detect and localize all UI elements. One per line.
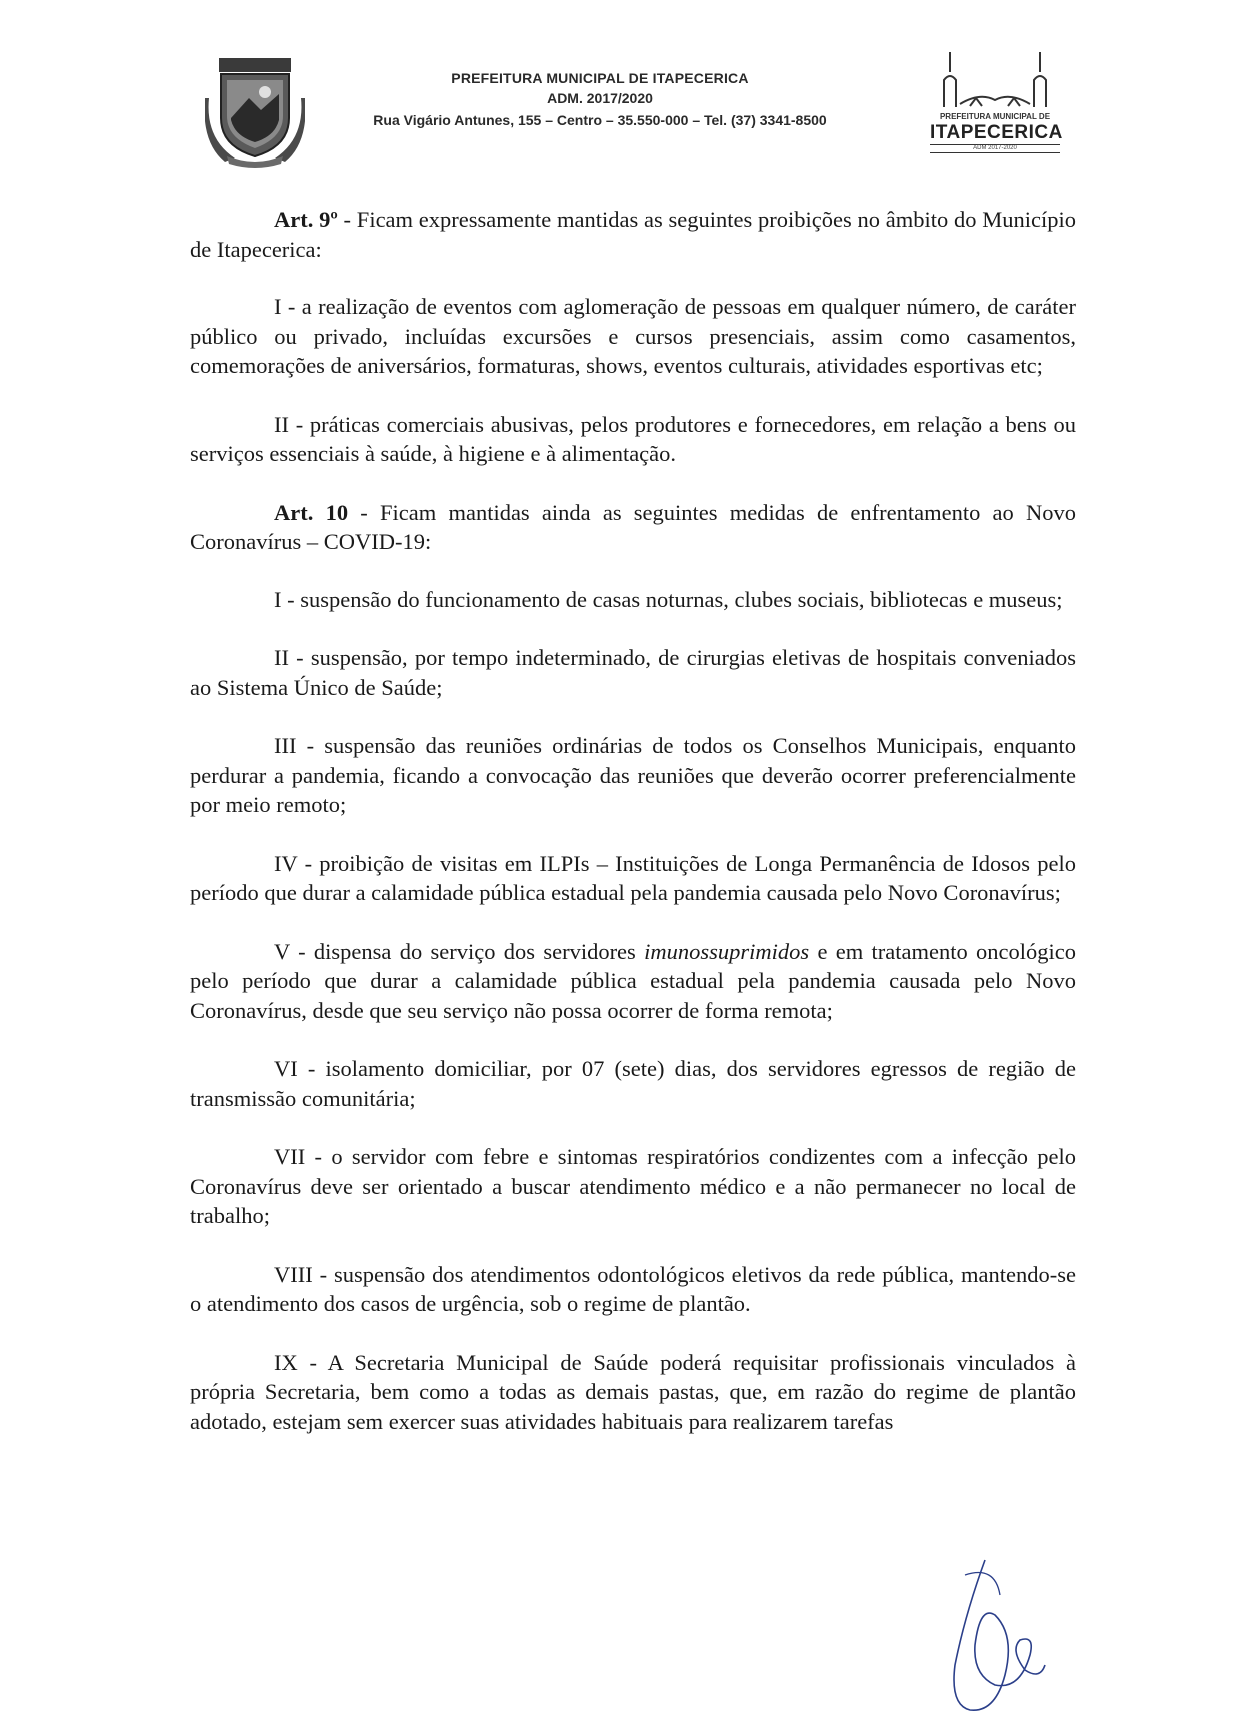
article-10-item-1: I - suspensão do funcionamento de casas noturnas, clubes sociais, bibliotecas e museus; xyxy=(274,586,1063,612)
letterhead-administration: ADM. 2017/2020 xyxy=(547,90,653,106)
side-logo-adm: ADM 2017-2020 xyxy=(930,144,1060,153)
side-logo-caption: PREFEITURA MUNICIPAL DE xyxy=(939,112,1051,121)
article-10-heading xyxy=(190,498,1076,557)
item-5-italic: imunossuprimidos xyxy=(644,938,810,964)
side-logo-name: ITAPECERICA xyxy=(930,122,1063,143)
article-10-item-5 xyxy=(190,937,1076,1026)
article-10-item-3: III - suspensão das reuniões ordinárias de todos os Conselhos Municipais, enquanto perdurar a pandemia, ficando a convocação das reuniões que deverão ocorrer preferencialmente por meio remoto; xyxy=(190,733,1076,817)
handwritten-signature xyxy=(925,1555,1055,1715)
document-body xyxy=(190,205,1076,1436)
article-10-item-2: II - suspensão, por tempo indeterminado, de cirurgias eletivas de hospitais conveniados ao Sistema Único de Saúde; xyxy=(190,645,1076,700)
item-5-before: V - dispensa do serviço dos servidores xyxy=(274,938,645,964)
article-9-item-2: II - práticas comerciais abusivas, pelos produtores e fornecedores, em relação a bens ou serviços essenciais à saúde, à higiene e à alimentação. xyxy=(190,411,1076,466)
letterhead xyxy=(340,70,860,128)
article-10-label: Art. 10 xyxy=(274,499,349,525)
letterhead-title: PREFEITURA MUNICIPAL DE ITAPECERICA xyxy=(451,70,749,86)
item-5-after: e em tratamento oncológico pelo período que durar a calamidade pública estadual pela pandemia causada pelo Novo Coronavírus, desde que seu serviço não possa ocorrer de forma remota; xyxy=(190,938,1076,1023)
itapecerica-admin-logo xyxy=(930,42,1063,152)
article-9-item-1: I - a realização de eventos com aglomeração de pessoas em qualquer número, de caráter público ou privado, incluídas excursões e cursos presenciais, assim como casamentos, comemorações de aniversários, formaturas, shows, eventos culturais, atividades esportivas etc; xyxy=(190,294,1076,378)
municipal-crest-logo xyxy=(205,58,305,168)
article-10-item-6: VI - isolamento domiciliar, por 07 (sete) dias, dos servidores egressos de região de transmissão comunitária; xyxy=(190,1056,1076,1111)
letterhead-address: Rua Vigário Antunes, 155 – Centro – 35.550-000 – Tel. (37) 3341-8500 xyxy=(373,112,827,128)
article-10-item-9: IX - A Secretaria Municipal de Saúde poderá requisitar profissionais vinculados à própria Secretaria, bem como a todas as demais pastas, que, em razão do regime de plantão adotado, estejam sem exercer suas atividades habituais para realizarem tarefas xyxy=(190,1349,1076,1434)
article-10-item-7: VII - o servidor com febre e sintomas respiratórios condizentes com a infecção pelo Coronavírus deve ser orientado a buscar atendimento médico e a não permanecer no local de trabalho; xyxy=(190,1144,1076,1228)
article-10-item-8: VIII - suspensão dos atendimentos odontológicos eletivos da rede pública, mantendo-se o atendimento dos casos de urgência, sob o regime de plantão. xyxy=(190,1261,1076,1316)
article-9-text: - Ficam expressamente mantidas as seguintes proibições no âmbito do Município de Itapecerica: xyxy=(190,207,1076,262)
article-9-heading xyxy=(190,205,1076,264)
article-9-label: Art. 9º xyxy=(274,207,338,232)
article-10-text: - Ficam mantidas ainda as seguintes medidas de enfrentamento ao Novo Coronavírus – COVID-19: xyxy=(190,499,1076,554)
article-10-item-4: IV - proibição de visitas em ILPIs – Instituições de Longa Permanência de Idosos pelo período que durar a calamidade pública estadual pela pandemia causada pelo Novo Coronavírus; xyxy=(190,850,1076,905)
